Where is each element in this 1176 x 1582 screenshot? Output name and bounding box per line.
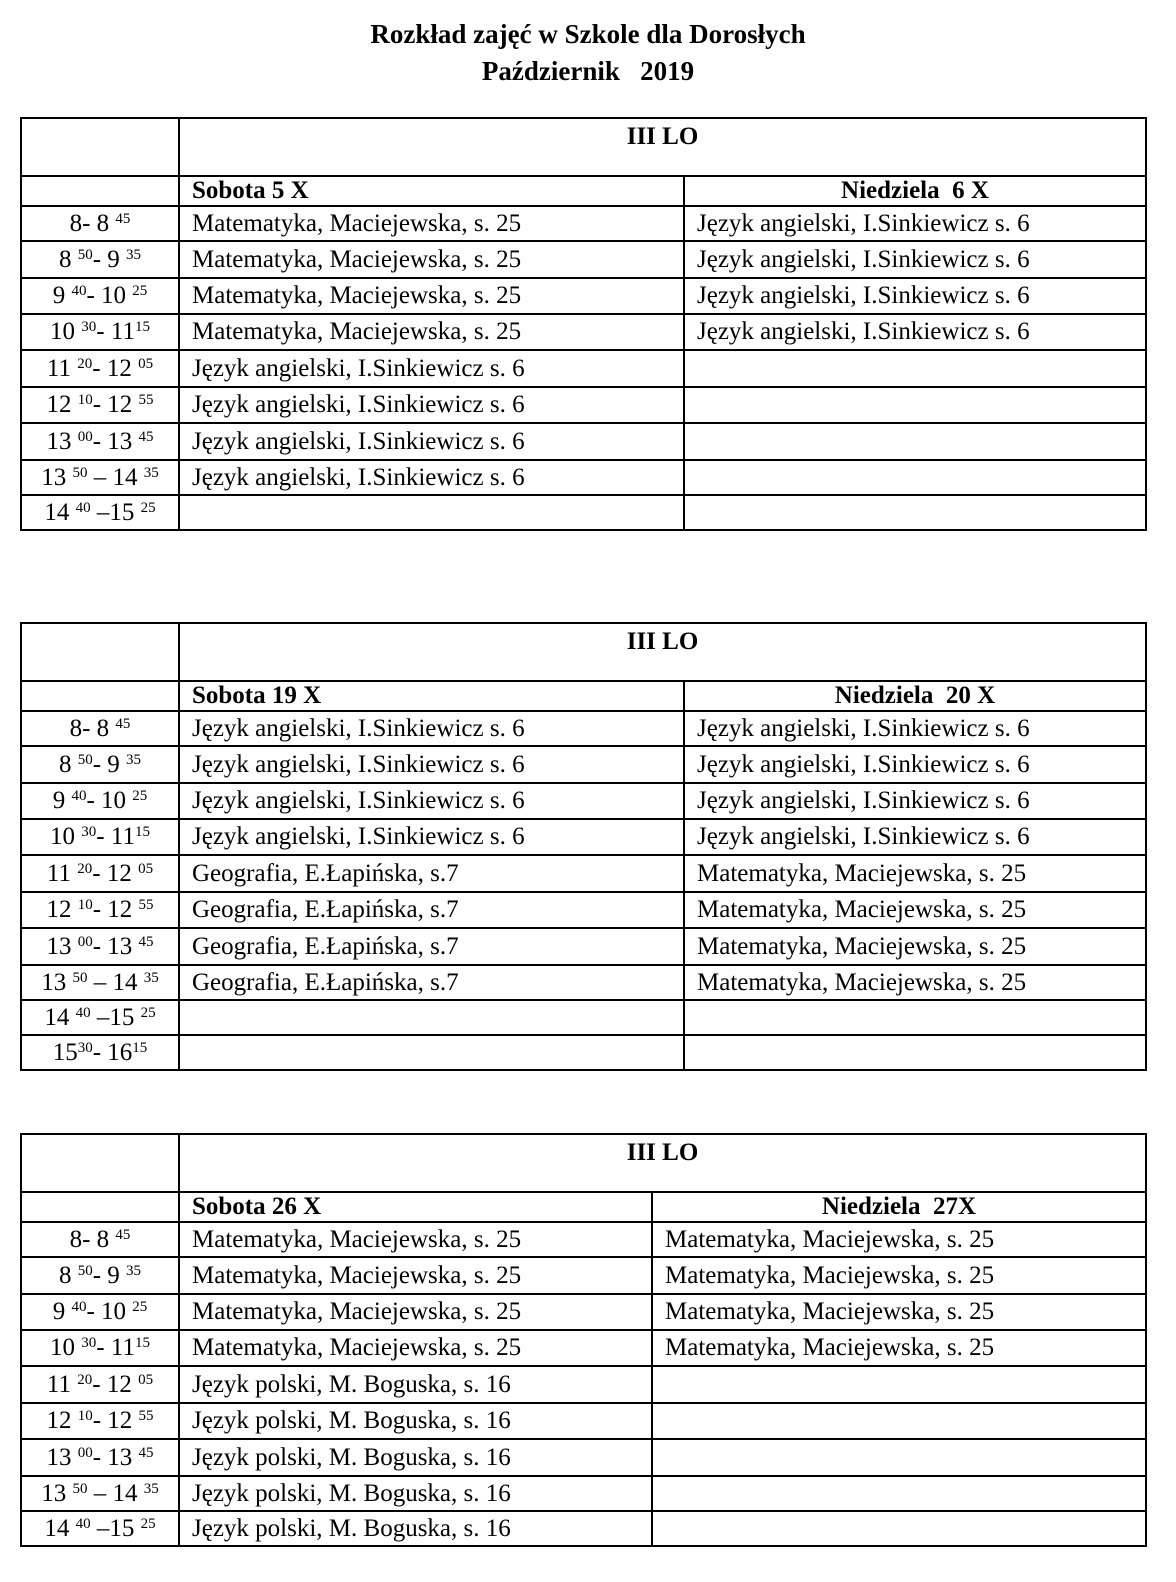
time-slot — [21, 1439, 179, 1476]
time-minutes: 45 — [115, 1226, 131, 1243]
time-text: 13 — [41, 463, 73, 491]
time-text: 12 — [107, 391, 139, 418]
saturday-lesson: Język angielski, I.Sinkiewicz s. 6 — [179, 711, 684, 746]
time-minutes: 25 — [132, 283, 148, 299]
schedule-table — [20, 1133, 1147, 1547]
time-minutes: 15 — [134, 319, 150, 335]
time-text: - — [86, 1298, 102, 1325]
time-text: - — [92, 896, 108, 923]
time-text: 12 — [46, 896, 78, 923]
time-header-cell — [21, 1192, 179, 1222]
table-row — [21, 206, 1146, 241]
time-slot — [21, 1257, 179, 1294]
table-row — [21, 241, 1146, 278]
sunday-lesson: Matematyka, Maciejewska, s. 25 — [652, 1257, 1146, 1294]
time-text: – — [87, 463, 113, 491]
time-minutes: 10 — [77, 392, 93, 408]
time-header-cell — [21, 176, 179, 206]
time-minutes: 35 — [126, 246, 142, 263]
time-minutes: 45 — [138, 428, 154, 445]
time-text: - — [92, 859, 107, 887]
time-text: 13 — [46, 427, 78, 455]
time-text: 8 — [58, 750, 78, 778]
time-text: 14 — [112, 463, 144, 491]
saturday-lesson: Matematyka, Maciejewska, s. 25 — [179, 1294, 652, 1330]
time-text: 8 — [96, 209, 116, 237]
sunday-lesson — [684, 387, 1146, 423]
time-text: – — [90, 1514, 110, 1542]
saturday-lesson: Geografia, E.Łapińska, s.7 — [179, 892, 684, 928]
time-text: 10 — [50, 1334, 82, 1361]
table-row — [21, 783, 1146, 819]
time-text: 15 — [52, 1038, 78, 1066]
time-minutes: 15 — [134, 1335, 150, 1351]
table-row — [21, 1330, 1146, 1366]
sunday-lesson — [684, 460, 1146, 495]
saturday-lesson: Język angielski, I.Sinkiewicz s. 6 — [179, 460, 684, 495]
school-header: III LO — [179, 623, 1146, 681]
time-header-cell — [21, 681, 179, 711]
time-text: 15 — [109, 498, 141, 526]
table-row — [21, 1403, 1146, 1439]
time-minutes: 50 — [72, 464, 88, 481]
saturday-lesson: Matematyka, Maciejewska, s. 25 — [179, 278, 684, 314]
time-slot — [21, 892, 179, 928]
school-header: III LO — [179, 1134, 1146, 1192]
table-row — [21, 278, 1146, 314]
saturday-header: Sobota 5 X — [179, 176, 684, 206]
time-text: - — [92, 1261, 108, 1289]
table-row — [21, 1476, 1146, 1511]
time-slot — [21, 711, 179, 746]
time-minutes: 55 — [138, 897, 154, 913]
time-slot — [21, 1222, 179, 1257]
table-row — [21, 495, 1146, 530]
table-row — [21, 1439, 1146, 1476]
time-slot — [21, 1403, 179, 1439]
sunday-lesson — [684, 495, 1146, 530]
table-row — [21, 350, 1146, 387]
sunday-lesson — [684, 423, 1146, 460]
time-text: 8 — [96, 1225, 116, 1253]
time-slot — [21, 387, 179, 423]
time-text: - — [86, 787, 102, 814]
sunday-lesson — [652, 1439, 1146, 1476]
time-minutes: 55 — [138, 1408, 154, 1424]
time-minutes: 30 — [81, 319, 97, 335]
sunday-lesson — [652, 1403, 1146, 1439]
sunday-lesson: Język angielski, I.Sinkiewicz s. 6 — [684, 711, 1146, 746]
time-minutes: 25 — [132, 1299, 148, 1315]
time-slot — [21, 1476, 179, 1511]
time-slot — [21, 460, 179, 495]
time-slot — [21, 783, 179, 819]
sunday-lesson: Język angielski, I.Sinkiewicz s. 6 — [684, 206, 1146, 241]
time-minutes: 05 — [138, 355, 154, 372]
time-slot — [21, 1035, 179, 1070]
time-minutes: 00 — [77, 428, 93, 445]
saturday-lesson: Matematyka, Maciejewska, s. 25 — [179, 241, 684, 278]
time-text: 10 — [101, 787, 133, 814]
time-slot — [21, 206, 179, 241]
time-text: – — [90, 498, 110, 526]
time-minutes: 00 — [77, 1444, 93, 1461]
time-slot — [21, 1366, 179, 1403]
time-text: 11 — [110, 823, 135, 850]
page-subtitle: Październik 2019 — [481, 56, 695, 86]
time-slot — [21, 928, 179, 965]
sunday-lesson — [684, 1035, 1146, 1070]
time-text: 14 — [44, 1003, 76, 1031]
saturday-lesson — [179, 1035, 684, 1070]
time-text: 11 — [110, 1334, 135, 1361]
time-slot — [21, 1330, 179, 1366]
sunday-lesson: Język angielski, I.Sinkiewicz s. 6 — [684, 783, 1146, 819]
time-text: - — [96, 823, 111, 850]
time-text: - — [92, 750, 108, 778]
time-minutes: 40 — [75, 1515, 91, 1532]
time-minutes: 05 — [138, 860, 154, 877]
time-text: 8 — [96, 714, 116, 742]
sunday-lesson — [652, 1511, 1146, 1546]
time-text: 8 — [69, 1225, 83, 1253]
time-text: - — [92, 1370, 107, 1398]
time-minutes: 45 — [138, 933, 154, 950]
saturday-lesson: Język angielski, I.Sinkiewicz s. 6 — [179, 350, 684, 387]
time-slot — [21, 241, 179, 278]
table-row — [21, 928, 1146, 965]
time-text: 12 — [106, 354, 139, 382]
time-slot — [21, 1000, 179, 1035]
time-minutes: 55 — [138, 392, 154, 408]
time-text: 10 — [50, 823, 82, 850]
time-minutes: 00 — [77, 933, 93, 950]
time-minutes: 40 — [75, 499, 91, 516]
time-minutes: 15 — [132, 1039, 148, 1056]
time-slot — [21, 855, 179, 892]
saturday-lesson: Język polski, M. Boguska, s. 16 — [179, 1366, 652, 1403]
time-text: 12 — [46, 1407, 78, 1434]
time-text: – — [90, 1003, 110, 1031]
time-text: – — [87, 968, 113, 996]
time-text: 13 — [41, 968, 73, 996]
table-row — [21, 314, 1146, 350]
corner-cell — [21, 118, 179, 176]
table-row — [21, 423, 1146, 460]
schedule-table — [20, 622, 1147, 1071]
time-minutes: 50 — [77, 246, 93, 263]
time-text: - — [82, 209, 97, 237]
time-minutes: 15 — [134, 824, 150, 840]
table-row — [21, 1366, 1146, 1403]
time-text: - — [92, 391, 108, 418]
time-minutes: 30 — [81, 1335, 97, 1351]
time-minutes: 25 — [140, 1515, 156, 1532]
sunday-lesson: Matematyka, Maciejewska, s. 25 — [652, 1330, 1146, 1366]
time-text: 16 — [107, 1038, 133, 1066]
time-text: 10 — [101, 282, 133, 309]
time-minutes: 40 — [71, 788, 87, 804]
time-text: 11 — [110, 318, 135, 345]
sunday-lesson — [684, 1000, 1146, 1035]
time-minutes: 30 — [81, 824, 97, 840]
time-text: 13 — [41, 1479, 73, 1507]
time-text: 9 — [107, 245, 127, 273]
saturday-header: Sobota 19 X — [179, 681, 684, 711]
time-text: 8 — [69, 714, 83, 742]
saturday-lesson — [179, 495, 684, 530]
time-minutes: 50 — [77, 1262, 93, 1279]
time-minutes: 10 — [77, 1408, 93, 1424]
time-minutes: 10 — [77, 897, 93, 913]
saturday-lesson: Język angielski, I.Sinkiewicz s. 6 — [179, 819, 684, 855]
table-row — [21, 1035, 1146, 1070]
time-text: 8 — [58, 245, 78, 273]
schedule-table — [20, 117, 1147, 531]
time-text: - — [92, 245, 108, 273]
time-text: 10 — [101, 1298, 133, 1325]
time-minutes: 35 — [126, 751, 142, 768]
time-text: - — [82, 714, 97, 742]
time-minutes: 45 — [115, 210, 131, 227]
table-row — [21, 746, 1146, 783]
sunday-header: Niedziela 27X — [652, 1192, 1146, 1222]
sunday-lesson: Język angielski, I.Sinkiewicz s. 6 — [684, 819, 1146, 855]
saturday-lesson: Język polski, M. Boguska, s. 16 — [179, 1403, 652, 1439]
time-text: 12 — [106, 1370, 139, 1398]
sunday-lesson: Język angielski, I.Sinkiewicz s. 6 — [684, 278, 1146, 314]
time-text: 8 — [58, 1261, 78, 1289]
time-text: 15 — [109, 1514, 141, 1542]
page-title: Rozkład zajęć w Szkole dla Dorosłych — [370, 19, 806, 49]
time-minutes: 35 — [143, 464, 159, 481]
saturday-lesson: Język polski, M. Boguska, s. 16 — [179, 1511, 652, 1546]
time-text: - — [82, 1225, 97, 1253]
table-row — [21, 1000, 1146, 1035]
table-row — [21, 892, 1146, 928]
time-text: - — [92, 354, 107, 382]
time-text: - — [96, 1334, 111, 1361]
time-minutes: 20 — [77, 1371, 93, 1388]
saturday-lesson: Język polski, M. Boguska, s. 16 — [179, 1439, 652, 1476]
time-minutes: 40 — [75, 1004, 91, 1021]
saturday-lesson: Geografia, E.Łapińska, s.7 — [179, 928, 684, 965]
table-row — [21, 711, 1146, 746]
school-header: III LO — [179, 118, 1146, 176]
sunday-header: Niedziela 6 X — [684, 176, 1146, 206]
saturday-lesson: Język angielski, I.Sinkiewicz s. 6 — [179, 387, 684, 423]
time-text: 9 — [52, 282, 72, 309]
time-text: 14 — [112, 968, 144, 996]
time-text: 10 — [50, 318, 82, 345]
time-slot — [21, 819, 179, 855]
table-row — [21, 387, 1146, 423]
time-text: 14 — [44, 1514, 76, 1542]
time-text: 9 — [107, 1261, 127, 1289]
time-slot — [21, 1511, 179, 1546]
time-text: 11 — [46, 1370, 78, 1398]
corner-cell — [21, 623, 179, 681]
saturday-lesson: Matematyka, Maciejewska, s. 25 — [179, 1222, 652, 1257]
time-minutes: 45 — [115, 715, 131, 732]
saturday-lesson: Język polski, M. Boguska, s. 16 — [179, 1476, 652, 1511]
time-text: 12 — [106, 859, 139, 887]
time-minutes: 20 — [77, 860, 93, 877]
time-minutes: 30 — [77, 1039, 93, 1056]
saturday-lesson — [179, 1000, 684, 1035]
time-text: 13 — [46, 1443, 78, 1471]
table-row — [21, 819, 1146, 855]
time-text: - — [86, 282, 102, 309]
table-row — [21, 1222, 1146, 1257]
time-minutes: 25 — [132, 788, 148, 804]
time-slot — [21, 350, 179, 387]
time-text: - — [92, 1407, 108, 1434]
time-text: 13 — [107, 1443, 139, 1471]
time-slot — [21, 423, 179, 460]
time-minutes: 05 — [138, 1371, 154, 1388]
time-minutes: 45 — [138, 1444, 154, 1461]
time-slot — [21, 965, 179, 1000]
table-row — [21, 460, 1146, 495]
corner-cell — [21, 1134, 179, 1192]
time-slot — [21, 1294, 179, 1330]
time-text: 13 — [107, 932, 139, 960]
time-text: 12 — [107, 896, 139, 923]
saturday-lesson: Matematyka, Maciejewska, s. 25 — [179, 314, 684, 350]
sunday-lesson: Matematyka, Maciejewska, s. 25 — [684, 928, 1146, 965]
sunday-lesson: Język angielski, I.Sinkiewicz s. 6 — [684, 314, 1146, 350]
saturday-header: Sobota 26 X — [179, 1192, 652, 1222]
sunday-lesson — [684, 350, 1146, 387]
time-text: 9 — [52, 787, 72, 814]
time-text: 9 — [107, 750, 127, 778]
sunday-lesson: Język angielski, I.Sinkiewicz s. 6 — [684, 241, 1146, 278]
time-text: - — [92, 1443, 108, 1471]
sunday-lesson — [652, 1366, 1146, 1403]
time-text: 11 — [46, 354, 78, 382]
time-text: 14 — [112, 1479, 144, 1507]
sunday-lesson: Język angielski, I.Sinkiewicz s. 6 — [684, 746, 1146, 783]
time-text: - — [92, 1038, 108, 1066]
table-row — [21, 855, 1146, 892]
time-text: 15 — [109, 1003, 141, 1031]
time-minutes: 50 — [72, 969, 88, 986]
time-minutes: 20 — [77, 355, 93, 372]
saturday-lesson: Matematyka, Maciejewska, s. 25 — [179, 1257, 652, 1294]
time-slot — [21, 278, 179, 314]
time-text: – — [87, 1479, 113, 1507]
time-minutes: 35 — [143, 1480, 159, 1497]
table-row — [21, 965, 1146, 1000]
time-text: 11 — [46, 859, 78, 887]
time-text: 9 — [52, 1298, 72, 1325]
time-minutes: 50 — [77, 751, 93, 768]
time-minutes: 35 — [143, 969, 159, 986]
time-minutes: 40 — [71, 283, 87, 299]
time-minutes: 25 — [140, 499, 156, 516]
sunday-lesson: Matematyka, Maciejewska, s. 25 — [652, 1294, 1146, 1330]
sunday-lesson: Matematyka, Maciejewska, s. 25 — [652, 1222, 1146, 1257]
time-text: 14 — [44, 498, 76, 526]
saturday-lesson: Geografia, E.Łapińska, s.7 — [179, 855, 684, 892]
saturday-lesson: Język angielski, I.Sinkiewicz s. 6 — [179, 783, 684, 819]
time-text: - — [96, 318, 111, 345]
time-text: 12 — [107, 1407, 139, 1434]
time-minutes: 25 — [140, 1004, 156, 1021]
sunday-lesson: Matematyka, Maciejewska, s. 25 — [684, 855, 1146, 892]
time-text: - — [92, 932, 108, 960]
time-text: - — [92, 427, 108, 455]
saturday-lesson: Matematyka, Maciejewska, s. 25 — [179, 206, 684, 241]
sunday-header: Niedziela 20 X — [684, 681, 1146, 711]
table-row — [21, 1511, 1146, 1546]
sunday-lesson: Matematyka, Maciejewska, s. 25 — [684, 892, 1146, 928]
time-text: 8 — [69, 209, 83, 237]
saturday-lesson: Matematyka, Maciejewska, s. 25 — [179, 1330, 652, 1366]
time-slot — [21, 495, 179, 530]
table-row — [21, 1257, 1146, 1294]
sunday-lesson — [652, 1476, 1146, 1511]
time-minutes: 40 — [71, 1299, 87, 1315]
saturday-lesson: Geografia, E.Łapińska, s.7 — [179, 965, 684, 1000]
time-text: 13 — [107, 427, 139, 455]
time-slot — [21, 746, 179, 783]
time-minutes: 35 — [126, 1262, 142, 1279]
time-text: 12 — [46, 391, 78, 418]
table-row — [21, 1294, 1146, 1330]
time-text: 13 — [46, 932, 78, 960]
saturday-lesson: Język angielski, I.Sinkiewicz s. 6 — [179, 423, 684, 460]
time-minutes: 50 — [72, 1480, 88, 1497]
saturday-lesson: Język angielski, I.Sinkiewicz s. 6 — [179, 746, 684, 783]
time-slot — [21, 314, 179, 350]
sunday-lesson: Matematyka, Maciejewska, s. 25 — [684, 965, 1146, 1000]
